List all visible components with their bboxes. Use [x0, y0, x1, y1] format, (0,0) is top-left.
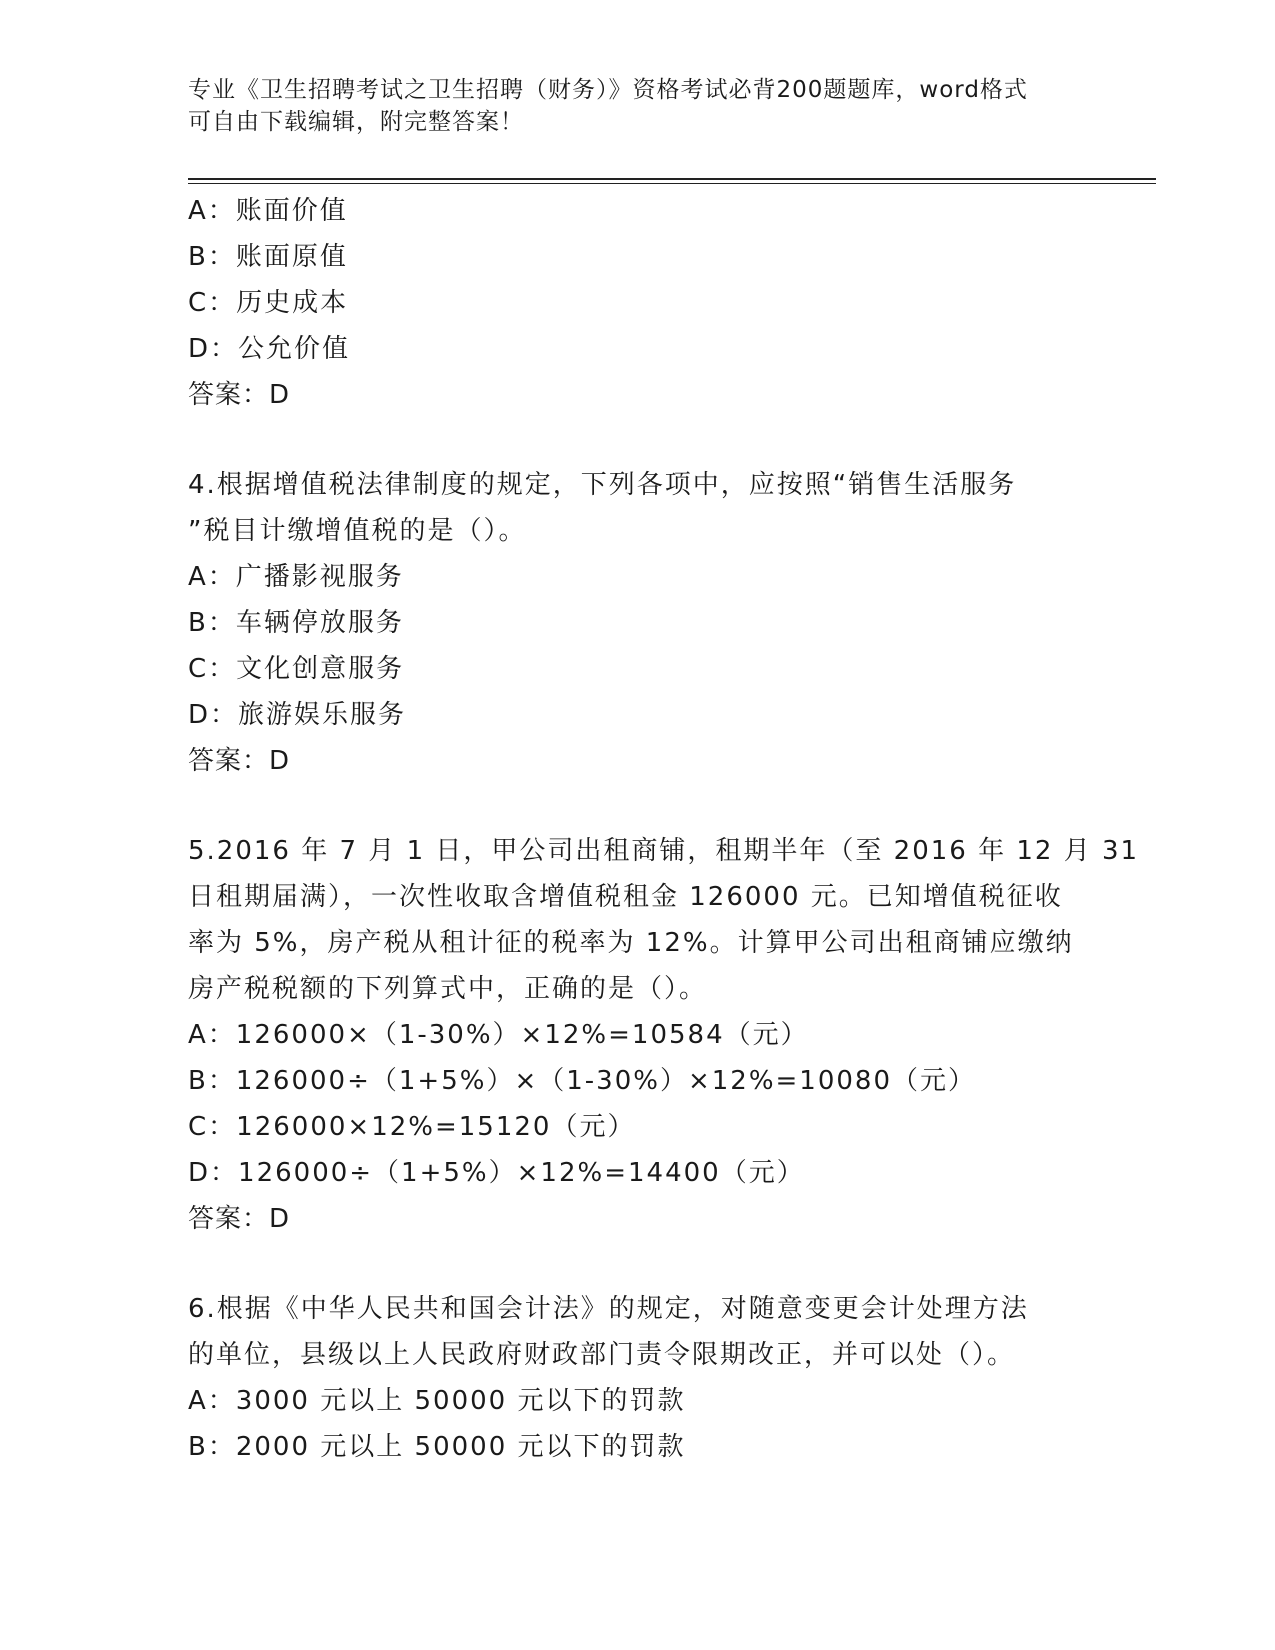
- spacer: [188, 784, 1088, 828]
- option-c: C：文化创意服务: [188, 654, 405, 684]
- option-d: D：旅游娱乐服务: [188, 700, 407, 730]
- header-divider-thin: [188, 183, 1156, 184]
- question-3: [188, 188, 1088, 418]
- option-a: A：126000×（1-30%）×12%=10584（元）: [188, 1020, 809, 1050]
- question-stem-line: 率为 5%，房产税从租计征的税率为 12%。计算甲公司出租商铺应缴纳: [188, 928, 1074, 958]
- answer: 答案：D: [188, 380, 291, 410]
- option-c: C：126000×12%=15120（元）: [188, 1112, 636, 1142]
- question-stem-line: 的单位，县级以上人民政府财政部门责令限期改正，并可以处（）。: [188, 1340, 1016, 1370]
- spacer: [188, 418, 1088, 462]
- option-a: A：3000 元以上 50000 元以下的罚款: [188, 1386, 686, 1416]
- question-4: [188, 462, 1088, 784]
- question-stem-line: 5.2016 年 7 月 1 日，甲公司出租商铺，租期半年（至 2016 年 12 月 31: [188, 836, 1140, 866]
- document-header: [188, 74, 1068, 138]
- question-content: [188, 188, 1140, 1470]
- option-d: D：公允价值: [188, 334, 351, 364]
- question-stem-line: ”税目计缴增值税的是（）。: [188, 516, 527, 546]
- question-stem-line: 6.根据《中华人民共和国会计法》的规定，对随意变更会计处理方法: [188, 1294, 1029, 1324]
- question-stem-line: 4.根据增值税法律制度的规定，下列各项中，应按照“销售生活服务: [188, 470, 1017, 500]
- header-line-2: 可自由下载编辑，附完整答案！: [188, 109, 524, 135]
- question-stem-line: 房产税税额的下列算式中，正确的是（）。: [188, 974, 708, 1004]
- option-d: D：126000÷（1+5%）×12%=14400（元）: [188, 1158, 805, 1188]
- option-b: B：账面原值: [188, 242, 348, 272]
- answer: 答案：D: [188, 746, 291, 776]
- question-stem-line: 日租期届满），一次性收取含增值税租金 126000 元。已知增值税征收: [188, 882, 1063, 912]
- option-c: C：历史成本: [188, 288, 349, 318]
- question-6: [188, 1286, 1088, 1470]
- option-b: B：车辆停放服务: [188, 608, 404, 638]
- option-a: A：账面价值: [188, 196, 348, 226]
- option-a: A：广播影视服务: [188, 562, 404, 592]
- header-divider-thick: [188, 178, 1156, 180]
- header-line-1: 专业《卫生招聘考试之卫生招聘（财务）》资格考试必背200题题库，word格式: [188, 77, 1028, 103]
- option-b: B：126000÷（1+5%）×（1-30%）×12%=10080（元）: [188, 1066, 977, 1096]
- spacer: [188, 1242, 1088, 1286]
- question-5: [188, 828, 1140, 1242]
- option-b: B：2000 元以上 50000 元以下的罚款: [188, 1432, 686, 1462]
- answer: 答案：D: [188, 1204, 291, 1234]
